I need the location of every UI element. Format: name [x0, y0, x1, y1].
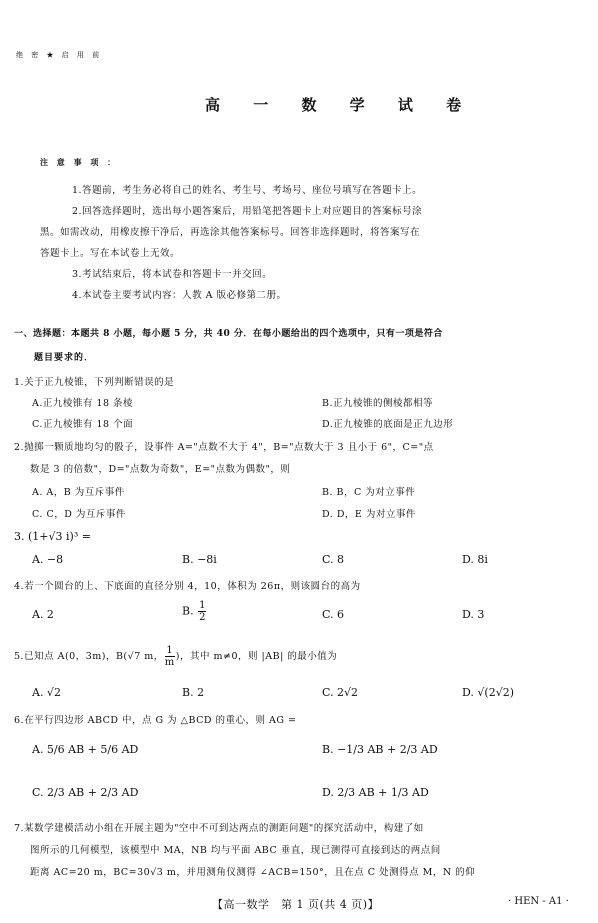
question-2-stem: 2.抛掷一颗质地均匀的骰子，设事件 A="点数不大于 4"，B="点数大于 3 且小于 6"，C="点	[14, 442, 434, 453]
question-3-option-a: A. −8	[32, 553, 64, 566]
question-3-option-b: B. −8i	[182, 553, 217, 566]
question-6-option-b: B. −1/3 AB + 2/3 AD	[322, 743, 438, 756]
question-2-option-d: D. D，E 为对立事件	[322, 509, 416, 520]
question-6-option-a: A. 5/6 AB + 5/6 AD	[32, 743, 139, 756]
question-3-option-c: C. 8	[322, 553, 345, 566]
question-4-stem: 4.若一个圆台的上、下底面的直径分别 4，10，体积为 26π，则该圆台的高为	[14, 581, 361, 592]
question-4-option-c: C. 6	[322, 608, 345, 621]
note-item-1: 1.答题前，考生务必将自己的姓名、考生号、考场号、座位号填写在答题卡上。	[72, 185, 423, 196]
question-2-stem-cont: 数是 3 的倍数"，D="点数为奇数"，E="点数为偶数"，则	[30, 464, 291, 475]
question-3-option-d: D. 8i	[462, 553, 488, 566]
question-7-stem-cont-2: 距离 AC=20 m，BC=30√3 m，并用测角仪测得 ∠ACB=150°，且在点 C 处测得点 M，N 的仰	[30, 867, 476, 878]
fraction: $\frac{1}{2}$	[199, 600, 206, 623]
page-footer-code: · HEN - A1 ·	[508, 896, 569, 907]
question-7-stem: 7.某数学建模活动小组在开展主题为"空中不可到达两点的测距问题"的探究活动中，构建了如	[14, 823, 424, 834]
note-item-3: 3.考试结束后，将本试卷和答题卡一并交回。	[72, 269, 273, 280]
question-1-option-d: D.正九棱锥的底面是正九边形	[322, 419, 454, 430]
question-4-option-a: A. 2	[32, 608, 54, 621]
question-1-option-c: C.正九棱锥有 18 个面	[32, 419, 134, 430]
question-1-stem: 1.关于正九棱锥，下列判断错误的是	[14, 377, 175, 388]
page-footer-label: 【高一数学 第 1 页(共 4 页)】	[212, 898, 380, 911]
question-2-option-c: C. C，D 为互斥事件	[32, 509, 126, 520]
note-item-2-cont-1: 黑。如需改动，用橡皮擦干净后，再选涂其他答案标号。回答非选择题时，将答案写在	[40, 227, 421, 238]
section-heading: 一、选择题：本题共 8 小题，每小题 5 分，共 40 分．在每小题给出的四个选项中，只有一项是符合	[14, 329, 443, 339]
question-4-option-b	[182, 600, 207, 623]
question-6-option-c: C. 2/3 AB + 2/3 AD	[32, 786, 139, 799]
question-4-option-d: D. 3	[462, 608, 485, 621]
page-title: 高 一 数 学 试 卷	[205, 96, 476, 114]
fraction: $\frac{1}{m}$	[164, 645, 175, 668]
question-5-option-b: B. 2	[182, 686, 205, 699]
question-2-option-b: B. B，C 为对立事件	[322, 487, 416, 498]
question-5-option-c: C. 2√2	[322, 686, 359, 699]
question-1-option-b: B.正九棱锥的侧棱都相等	[322, 398, 434, 409]
note-item-2-cont-2: 答题卡上。写在本试卷上无效。	[40, 248, 181, 259]
question-1-option-a: A.正九棱锥有 18 条棱	[32, 398, 134, 409]
question-3-stem: 3. (1+√3 i)³ =	[14, 530, 91, 543]
section-heading-cont: 题目要求的．	[34, 353, 95, 363]
notes-heading: 注 意 事 项 ：	[40, 157, 119, 167]
question-7-stem-cont-1: 图所示的几何模型，该模型中 MA，NB 均与平面 ABC 垂直，现已测得可直接到达的两点间	[30, 845, 441, 856]
note-item-4: 4.本试卷主要考试内容：人教 A 版必修第二册。	[72, 290, 287, 301]
question-5-option-d: D. √(2√2)	[462, 686, 515, 699]
question-2-option-a: A. A，B 为互斥事件	[32, 487, 125, 498]
question-5-stem: 5.已知点 A(0，3m)，B(√7 m， $\frac{1}{m}$ )，其中 m≠0，则 |AB| 的最小值为	[14, 645, 338, 668]
confidential-label: 绝 密 ★ 启 用 前	[16, 51, 103, 59]
question-5-option-a: A. √2	[32, 686, 61, 699]
question-6-option-d: D. 2/3 AB + 1/3 AD	[322, 786, 429, 799]
note-item-2: 2.回答选择题时，选出每小题答案后，用铅笔把答题卡上对应题目的答案标号涂	[72, 206, 423, 217]
option-b-label: B.	[182, 604, 194, 618]
question-6-stem: 6.在平行四边形 ABCD 中，点 G 为 △BCD 的重心，则 AG =	[14, 715, 297, 726]
